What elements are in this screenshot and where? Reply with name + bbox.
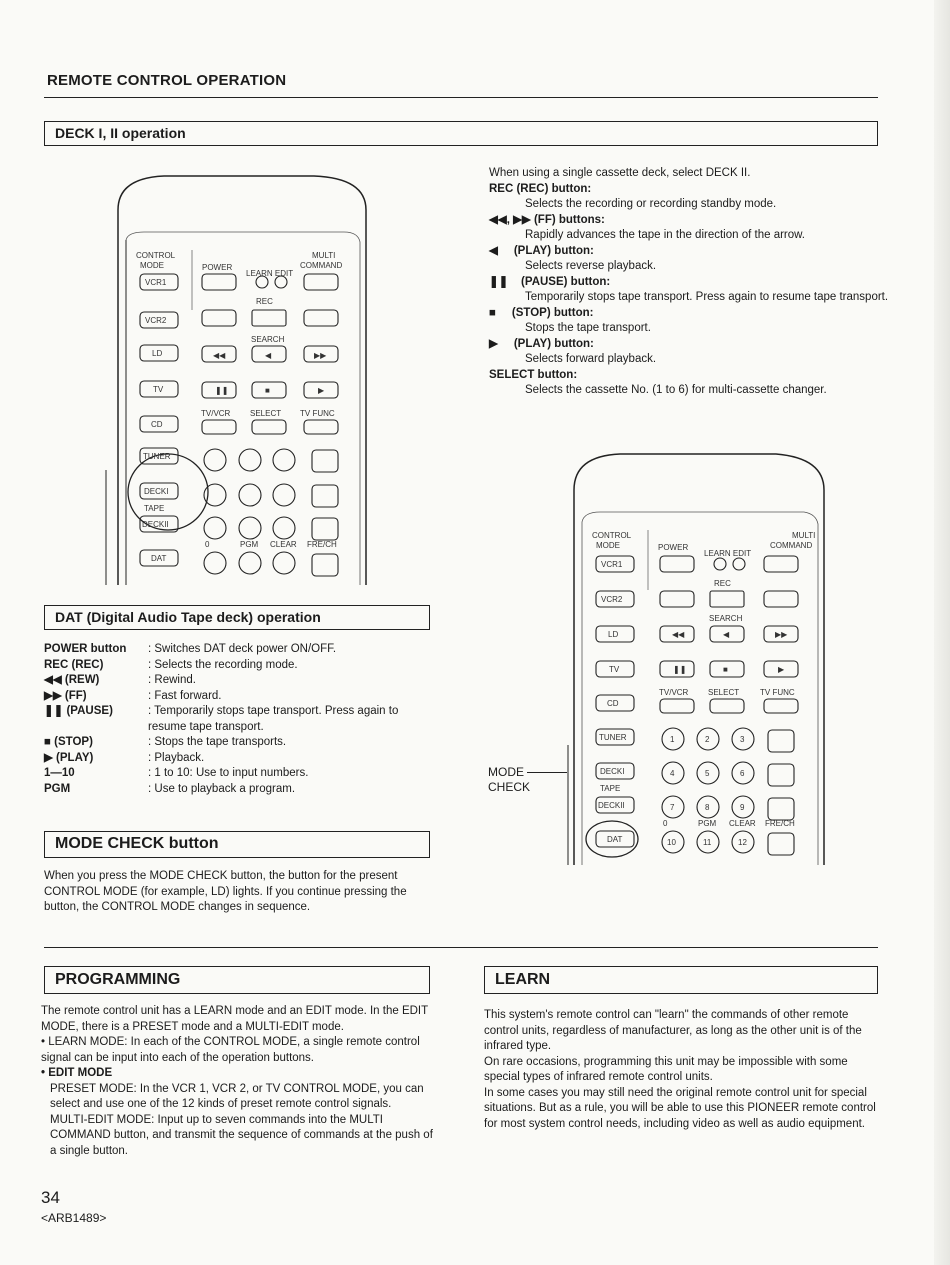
learn-para: This system's remote control can "learn" the commands of other remote control units, regardless of manufacturer, as long as the other unit is of the infrared type. — [484, 1009, 862, 1052]
svg-text:12: 12 — [738, 838, 747, 847]
page-edge — [934, 0, 950, 1265]
svg-text:VCR1: VCR1 — [145, 278, 167, 287]
svg-text:◀: ◀ — [265, 351, 272, 360]
programming-heading — [44, 966, 430, 994]
deck-item-desc: Selects forward playback. — [525, 353, 657, 365]
svg-text:▶: ▶ — [318, 386, 325, 395]
svg-text:◀◀: ◀◀ — [672, 630, 685, 639]
dat-value: : Selects the recording mode. — [148, 658, 298, 671]
dat-value: : Temporarily stops tape transport. Press again to resume tape transport. — [148, 705, 399, 733]
dat-value: : Switches DAT deck power ON/OFF. — [148, 643, 337, 655]
svg-text:COMMAND: COMMAND — [770, 541, 813, 550]
svg-text:CD: CD — [151, 420, 163, 429]
dat-row — [44, 642, 424, 658]
deck-item-desc: Selects reverse playback. — [525, 260, 657, 272]
svg-text:10: 10 — [667, 838, 676, 847]
svg-text:LEARN EDIT: LEARN EDIT — [246, 269, 294, 278]
deck-item-desc: Selects the recording or recording standby mode. — [525, 198, 777, 210]
svg-text:SEARCH: SEARCH — [251, 335, 285, 344]
dat-value: : Rewind. — [148, 674, 196, 686]
dat-row — [44, 704, 424, 735]
svg-text:6: 6 — [740, 769, 745, 778]
svg-text:PGM: PGM — [240, 540, 259, 549]
svg-text:MODE: MODE — [140, 261, 164, 270]
dat-row — [44, 766, 424, 782]
deck-item-desc: Rapidly advances the tape in the direction of the arrow. — [525, 229, 806, 241]
svg-text:DECKI: DECKI — [600, 767, 625, 776]
svg-text:DAT: DAT — [151, 554, 167, 563]
svg-text:DECKI: DECKI — [144, 487, 169, 496]
deck-item-label: ■ (STOP) button: — [489, 306, 594, 319]
svg-text:REC: REC — [256, 297, 273, 306]
svg-text:TV FUNC: TV FUNC — [300, 409, 335, 418]
svg-text:POWER: POWER — [202, 263, 233, 272]
svg-text:SELECT: SELECT — [250, 409, 282, 418]
programming-para: PRESET MODE: In the VCR 1, VCR 2, or TV CONTROL MODE, you can select and use one of the 12 kinds of preset remote control signals. — [50, 1082, 424, 1110]
dat-row — [44, 735, 424, 751]
deck-intro: When using a single cassette deck, select DECK II. — [489, 167, 751, 179]
callout-line1: MODE — [488, 765, 524, 779]
programming-title: PROGRAMMING — [55, 971, 181, 988]
dat-value: : Stops the tape transports. — [148, 736, 287, 748]
svg-text:MULTI: MULTI — [312, 251, 336, 260]
deck-item-label: ❚❚ (PAUSE) button: — [489, 275, 611, 288]
page-number: 34 — [41, 1188, 60, 1207]
svg-text:TV FUNC: TV FUNC — [760, 688, 795, 697]
programming-para: • EDIT MODE — [41, 1067, 113, 1079]
deck-item-label: ▶ (PLAY) button: — [489, 337, 594, 350]
deck-item-label: REC (REC) button: — [489, 182, 592, 195]
dat-row — [44, 782, 424, 798]
svg-text:LD: LD — [608, 630, 619, 639]
programming-text — [41, 1004, 433, 1159]
svg-text:CLEAR: CLEAR — [729, 819, 756, 828]
svg-text:❚❚: ❚❚ — [673, 665, 687, 674]
dat-table — [44, 642, 424, 797]
learn-para: In some cases you may still need the original remote control unit for special situations. But as a rule, you will be able to use this PIONEER remote control for most system control needs, including video as well as audio equipment. — [484, 1086, 876, 1130]
deck-item-label: ◀ (PLAY) button: — [489, 244, 594, 257]
learn-title: LEARN — [495, 971, 551, 988]
learn-heading — [484, 966, 878, 994]
dat-key: ▶ (PLAY) — [44, 751, 94, 764]
programming-para: • LEARN MODE: In each of the CONTROL MODE, a single remote control signal can be input into each of the operation buttons. — [41, 1036, 420, 1064]
svg-text:11: 11 — [703, 838, 712, 847]
programming-para: The remote control unit has a LEARN mode and an EDIT mode. In the EDIT MODE, there is a PRESET mode and a MULTI-EDIT mode. — [41, 1005, 428, 1033]
dat-key: POWER button — [44, 643, 127, 655]
dat-key: PGM — [44, 782, 71, 795]
svg-text:POWER: POWER — [658, 543, 689, 552]
dat-row — [44, 751, 424, 767]
svg-text:◀◀: ◀◀ — [213, 351, 226, 360]
deck-item-desc: Temporarily stops tape transport. Press again to resume tape transport. — [525, 291, 889, 303]
svg-text:❚❚: ❚❚ — [215, 386, 229, 395]
svg-text:MODE: MODE — [596, 541, 620, 550]
svg-text:PGM: PGM — [698, 819, 717, 828]
svg-text:■: ■ — [265, 386, 270, 395]
dat-value: : 1 to 10: Use to input numbers. — [148, 767, 309, 779]
deck-item-desc: Selects the cassette No. (1 to 6) for multi-cassette changer. — [525, 384, 827, 396]
mode-check-heading — [44, 831, 430, 858]
svg-text:LD: LD — [152, 349, 163, 358]
callout-leader-line — [527, 772, 567, 773]
svg-text:▶: ▶ — [778, 665, 785, 674]
mode-check-title: MODE CHECK button — [55, 835, 219, 852]
svg-text:LEARN EDIT: LEARN EDIT — [704, 549, 752, 558]
svg-text:SEARCH: SEARCH — [709, 614, 743, 623]
dat-section-heading — [44, 605, 430, 630]
dat-section-title: DAT (Digital Audio Tape deck) operation — [55, 609, 321, 625]
svg-text:COMMAND: COMMAND — [300, 261, 343, 270]
dat-value: : Playback. — [148, 751, 205, 764]
deck-item-label: SELECT button: — [489, 368, 578, 381]
mode-check-callout — [488, 765, 530, 795]
svg-text:REC: REC — [714, 579, 731, 588]
learn-text — [484, 1008, 876, 1132]
dat-key: ❚❚ (PAUSE) — [44, 705, 113, 717]
svg-text:SELECT: SELECT — [708, 688, 740, 697]
svg-text:TV: TV — [609, 665, 620, 674]
dat-key: 1—10 — [44, 767, 75, 779]
svg-text:TUNER: TUNER — [599, 733, 627, 742]
svg-text:0: 0 — [205, 540, 210, 549]
dat-row — [44, 673, 424, 689]
svg-text:▶▶: ▶▶ — [314, 351, 327, 360]
page-header: REMOTE CONTROL OPERATION — [47, 72, 287, 89]
svg-text:TAPE: TAPE — [600, 784, 621, 793]
svg-text:VCR1: VCR1 — [601, 560, 623, 569]
svg-text:TAPE: TAPE — [144, 504, 165, 513]
svg-text:DECKII: DECKII — [598, 801, 625, 810]
svg-text:DAT: DAT — [607, 835, 623, 844]
svg-text:4: 4 — [670, 769, 675, 778]
svg-text:3: 3 — [740, 735, 745, 744]
dat-value: : Use to playback a program. — [148, 782, 296, 795]
svg-text:TUNER: TUNER — [143, 452, 171, 461]
remote-illustration-mode-check — [560, 450, 830, 865]
svg-text:1: 1 — [670, 735, 675, 744]
svg-text:CONTROL: CONTROL — [592, 531, 632, 540]
dat-key: ▶▶ (FF) — [44, 689, 87, 702]
svg-text:8: 8 — [705, 803, 710, 812]
svg-text:TV/VCR: TV/VCR — [659, 688, 689, 697]
remote-control-mode-label: CONTROL — [136, 251, 176, 260]
svg-text:VCR2: VCR2 — [145, 316, 167, 325]
svg-text:2: 2 — [705, 735, 710, 744]
svg-text:FRE/CH: FRE/CH — [765, 819, 795, 828]
mode-check-text: When you press the MODE CHECK button, the button for the present CONTROL MODE (for example, LD) lights. If you continue pressing the button, the CONTROL MODE changes in sequence. — [44, 870, 407, 913]
section-divider — [44, 947, 878, 948]
remote-illustration-top — [104, 170, 374, 585]
svg-text:FRE/CH: FRE/CH — [307, 540, 337, 549]
deck-item-desc: Stops the tape transport. — [525, 322, 651, 334]
svg-text:VCR2: VCR2 — [601, 595, 623, 604]
svg-text:5: 5 — [705, 769, 710, 778]
svg-text:7: 7 — [670, 803, 675, 812]
callout-line2: CHECK — [488, 780, 531, 794]
svg-text:▶▶: ▶▶ — [775, 630, 788, 639]
dat-key: ■ (STOP) — [44, 736, 93, 748]
svg-text:CD: CD — [607, 699, 619, 708]
svg-text:TV/VCR: TV/VCR — [201, 409, 231, 418]
programming-para: MULTI-EDIT MODE: Input up to seven commands into the MULTI COMMAND button, and transmit the sequence of commands at the push of a single button. — [50, 1113, 433, 1157]
header-rule — [44, 97, 878, 98]
dat-value: : Fast forward. — [148, 689, 222, 702]
document-code: <ARB1489> — [41, 1211, 107, 1225]
svg-text:0: 0 — [663, 819, 668, 828]
dat-row — [44, 689, 424, 705]
svg-text:DECKII: DECKII — [142, 520, 169, 529]
deck-description — [489, 166, 889, 399]
deck-section-title: DECK I, II operation — [55, 125, 186, 141]
learn-para: On rare occasions, programming this unit may be impossible with some special types of infrared remote control units. — [484, 1055, 848, 1083]
dat-key: REC (REC) — [44, 658, 104, 671]
dat-key: ◀◀ (REW) — [44, 674, 100, 686]
svg-text:◀: ◀ — [723, 630, 730, 639]
svg-text:CLEAR: CLEAR — [270, 540, 297, 549]
deck-item-label: ◀◀, ▶▶ (FF) buttons: — [489, 213, 605, 226]
svg-text:MULTI: MULTI — [792, 531, 816, 540]
dat-row — [44, 658, 424, 674]
svg-text:TV: TV — [153, 385, 164, 394]
svg-text:■: ■ — [723, 665, 728, 674]
svg-text:9: 9 — [740, 803, 745, 812]
deck-section-heading — [44, 121, 878, 146]
